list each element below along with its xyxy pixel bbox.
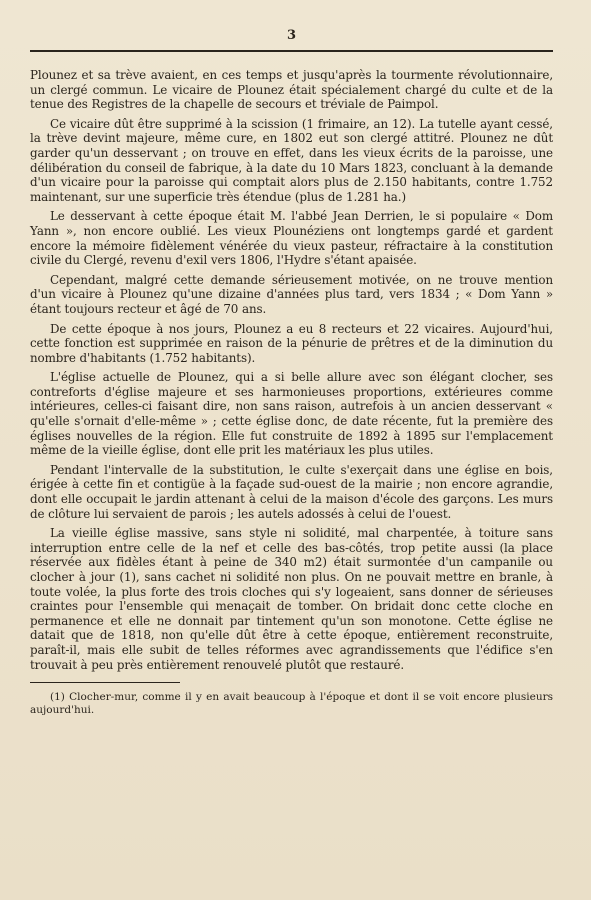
paragraph: Cependant, malgré cette demande sérieusement motivée, on ne trouve mention d'un vicaire à Plounez qu'une dizaine d'années plus tard, vers 1834 ; « Dom Yann » étant toujours recteur et âgé de 70 ans. <box>30 272 553 316</box>
paragraph: Le desservant à cette époque était M. l'abbé Jean Derrien, le si populaire « Dom Yann », non encore oublié. Les vieux Plounéziens ont longtemps gardé et gardent encore la mémoire fidèlement vénérée du vieux pasteur, réfractaire à la constitution civile du Clergé, revenu d'exil vers 1806, l'Hydre s'étant apaisée. <box>30 209 553 268</box>
footnote-rule <box>30 682 180 683</box>
paragraph: La vieille église massive, sans style ni solidité, mal charpentée, à toiture sans interruption entre celle de la nef et celle des bas-côtés, trop petite aussi (la place réservée aux fidèles étant à peine de 340 m2) était surmontée d'un campanile ou clocher à jour (1), sans cachet ni solidité non plus. On ne pouvait mettre en branle, à toute volée, la plus forte des trois cloches qui s'y logeaient, sans donner de sérieuses craintes pour l'ensemble qui menaçait de tomber. On bridait donc cette cloche en permanence et elle ne donnait par tintement qu'un son monotone. Cette église ne datait que de 1818, non qu'elle dût être à cette époque, entièrement reconstruite, paraît-il, mais elle subit de telles réformes avec agrandissements que l'édifice s'en trouvait à peu près entièrement renouvelé plutôt que restauré. <box>30 526 553 672</box>
paragraph: Pendant l'intervalle de la substitution, le culte s'exerçait dans une église en bois, érigée à cette fin et contigüe à la façade sud-ouest de la mairie ; non encore agrandie, dont elle occupait le jardin attenant à celui de la maison d'école des garçons. Les murs de clôture lui servaient de parois ; les autels adossés à celui de l'ouest. <box>30 462 553 521</box>
paragraph: Ce vicaire dût être supprimé à la scission (1 frimaire, an 12). La tutelle ayant cessé, la trève devint majeure, même cure, en 1802 eut son clergé attitré. Plounez ne dût garder qu'un desservant ; on trouve en effet, dans les vieux écrits de la paroisse, une délibération du conseil de fabrique, à la date du 10 Mars 1823, concluant à la demande d'un vicaire pour la paroisse qui comptait alors plus de 2.150 habitants, contre 1.752 maintenant, sur une superficie très étendue (plus de 1.281 ha.) <box>30 116 553 204</box>
paragraph: De cette époque à nos jours, Plounez a eu 8 recteurs et 22 vicaires. Aujourd'hui, cette fonction est supprimée en raison de la pénurie de prêtres et de la diminution du nombre d'habitants (1.752 habitants). <box>30 321 553 365</box>
page-number: 3 <box>286 28 297 43</box>
body-text <box>30 68 553 672</box>
paragraph: L'église actuelle de Plounez, qui a si belle allure avec son élégant clocher, ses contreforts d'église majeure et ses harmonieuses proportions, extérieures comme intérieures, celles-ci faisant dire, non sans raison, autrefois à un ancien desservant « qu'elle s'ornait d'elle-même » ; cette église donc, de date récente, fut la première des églises nouvelles de la région. Elle fut construite de 1892 à 1895 sur l'emplacement même de la vieille église, dont elle prit les matériaux les plus utiles. <box>30 370 553 458</box>
header-rule <box>30 50 553 52</box>
footnote: (1) Clocher-mur, comme il y en avait beaucoup à l'époque et dont il se voit encore plusieurs aujourd'hui. <box>30 691 553 717</box>
paragraph: Plounez et sa trève avaient, en ces temps et jusqu'après la tourmente révolutionnaire, un clergé commun. Le vicaire de Plounez était spécialement chargé du culte et de la tenue des Registres de la chapelle de secours et tréviale de Paimpol. <box>30 68 553 112</box>
